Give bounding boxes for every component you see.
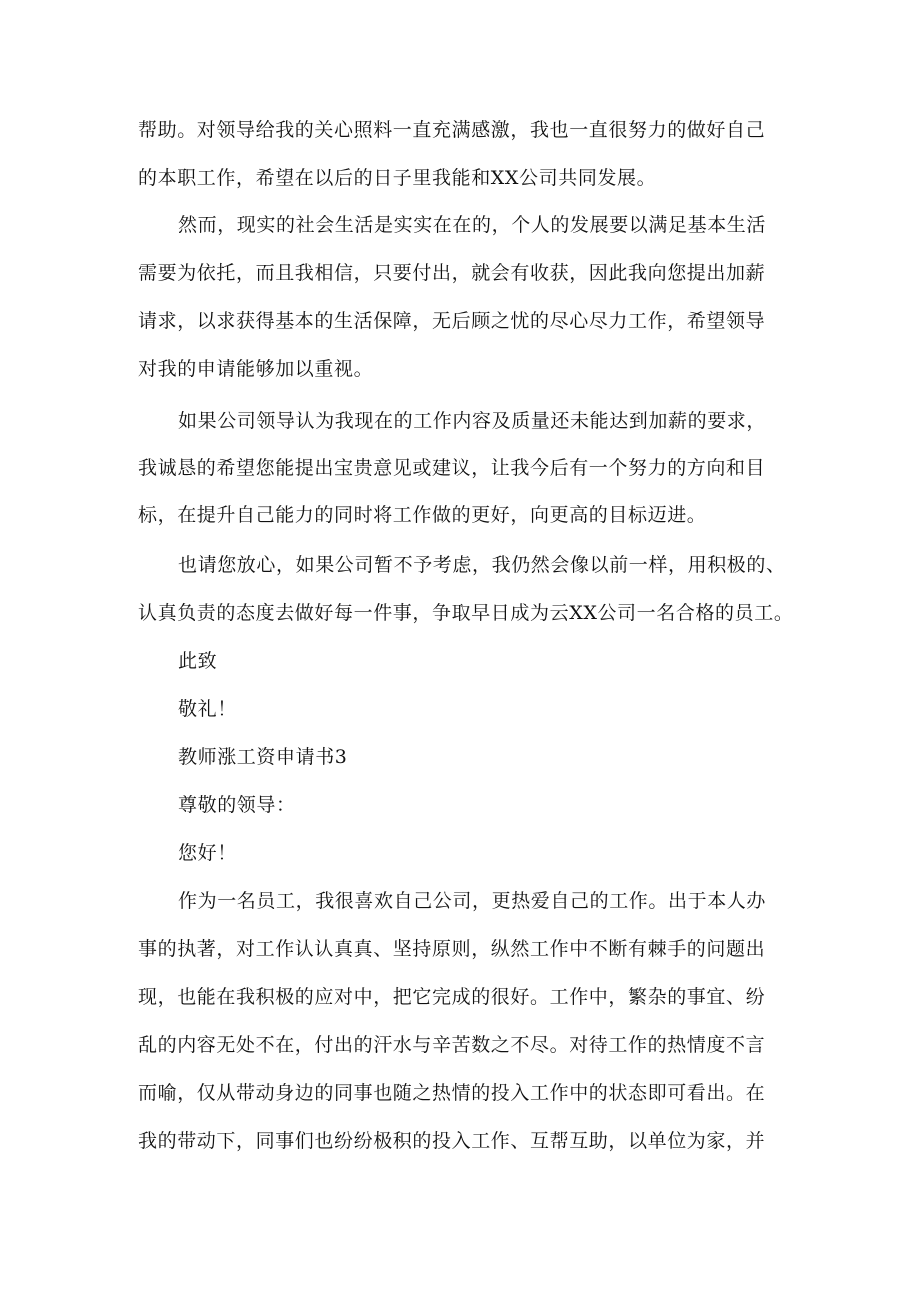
paragraph-line-6: 对我的申请能够加以重视。 <box>138 358 374 380</box>
salute-line: 敬礼！ <box>178 698 237 720</box>
hello-line: 您好！ <box>178 842 237 864</box>
greeting-line: 尊敬的领导： <box>178 794 296 816</box>
paragraph-line-18: 事的执著，对工作认认真真、坚持原则，纵然工作中不断有棘手的问题出 <box>138 938 766 960</box>
paragraph-line-9: 标，在提升自己能力的同时将工作做的更好，向更高的目标迈进。 <box>138 504 707 526</box>
paragraph-line-5: 请求，以求获得基本的生活保障，无后顾之忧的尽心尽力工作，希望领导 <box>138 310 766 332</box>
closing-line: 此致 <box>178 650 218 672</box>
paragraph-line-17: 作为一名员工，我很喜欢自己公司，更热爱自己的工作。出于本人办 <box>178 890 767 912</box>
paragraph-line-19: 现，也能在我积极的应对中，把它完成的很好。工作中，繁杂的事宜、纷 <box>138 986 766 1008</box>
paragraph-line-1: 帮助。对领导给我的关心照料一直充满感激，我也一直很努力的做好自己 <box>138 119 766 141</box>
paragraph-line-22: 我的带动下，同事们也纷纷极积的投入工作、互帮互助，以单位为家，并 <box>138 1130 766 1152</box>
paragraph-line-7: 如果公司领导认为我现在的工作内容及质量还未能达到加薪的要求， <box>178 410 767 432</box>
paragraph-line-21: 而喻，仅从带动身边的同事也随之热情的投入工作中的状态即可看出。在 <box>138 1082 766 1104</box>
paragraph-line-8: 我诚恳的希望您能提出宝贵意见或建议，让我今后有一个努力的方向和目 <box>138 457 766 479</box>
paragraph-line-4: 需要为依托，而且我相信，只要付出，就会有收获，因此我向您提出加薪 <box>138 262 766 284</box>
section-title: 教师涨工资申请书3 <box>178 746 348 768</box>
paragraph-line-2: 的本职工作，希望在以后的日子里我能和XX公司共同发展。 <box>138 167 657 189</box>
paragraph-line-10: 也请您放心，如果公司暂不予考虑，我仍然会像以前一样，用积极的、 <box>178 554 786 576</box>
paragraph-line-20: 乱的内容无处不在，付出的汗水与辛苦数之不尽。对待工作的热情度不言 <box>138 1034 766 1056</box>
paragraph-line-3: 然而，现实的社会生活是实实在在的，个人的发展要以满足基本生活 <box>178 214 767 236</box>
paragraph-line-11: 认真负责的态度去做好每一件事，争取早日成为云XX公司一名合格的员工。 <box>138 602 794 624</box>
